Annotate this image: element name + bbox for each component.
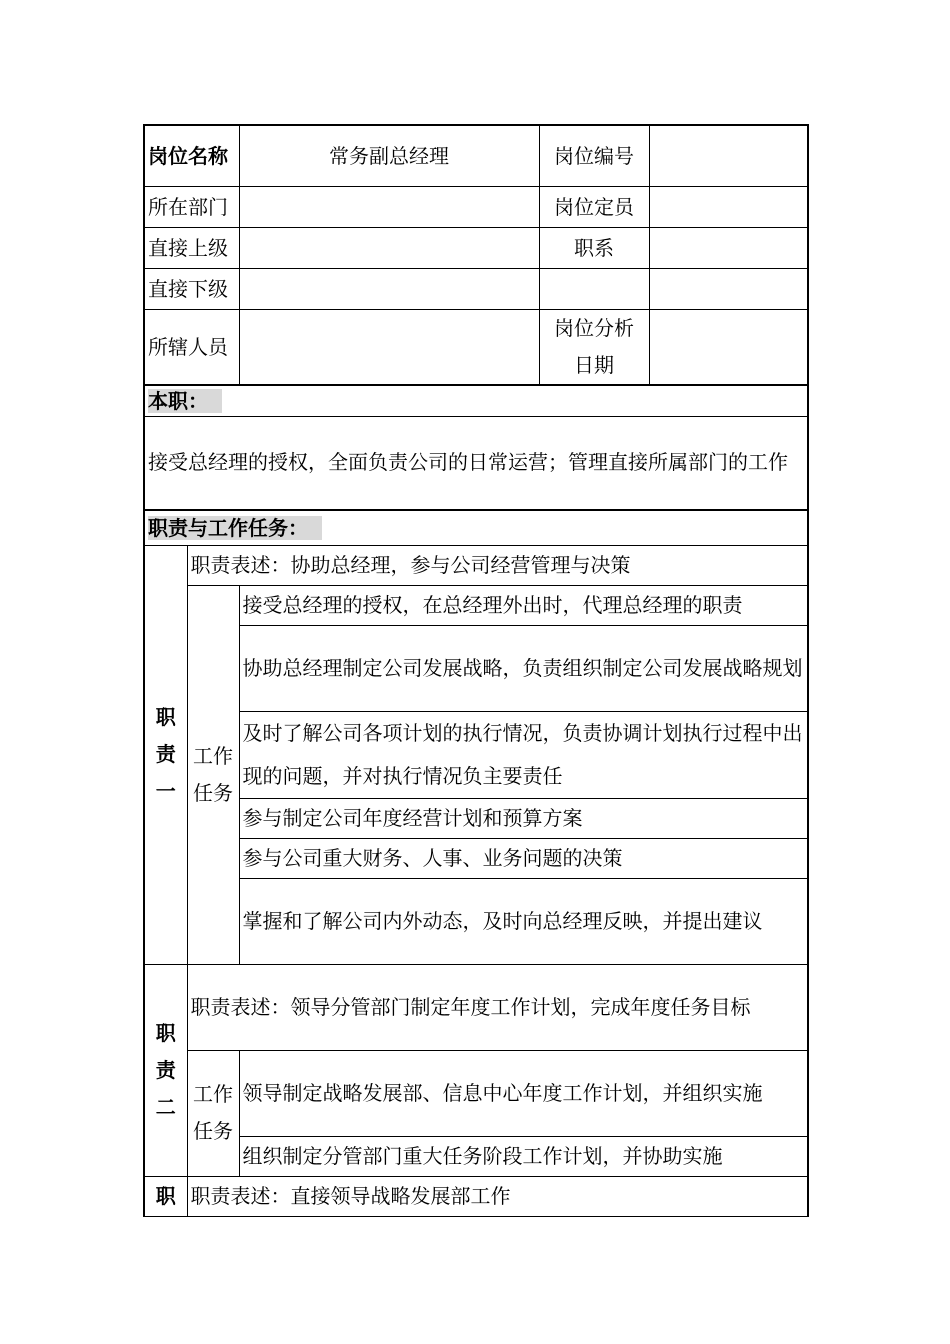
duty3-description: 职责表述：直接领导战略发展部工作 [187,1176,808,1216]
job-family-value [649,227,808,268]
position-code-value [649,125,808,186]
duty1-label: 职 责 一 [144,545,187,964]
job-description-table [143,124,809,1217]
position-name-label: 岗位名称 [144,125,239,186]
analysis-date-label [539,309,649,385]
analysis-date-value [649,309,808,385]
direct-superior-value [239,227,539,268]
position-code-label: 岗位编号 [539,125,649,186]
direct-subordinate-label: 直接下级 [144,268,239,309]
duty2-task-label: 工作 任务 [187,1050,239,1176]
duty1-task: 参与公司重大财务、人事、业务问题的决策 [239,838,808,878]
headcount-value [649,186,808,227]
duty1-task: 接受总经理的授权，在总经理外出时，代理总经理的职责 [239,585,808,625]
duty1-task: 掌握和了解公司内外动态，及时向总经理反映，并提出建议 [239,878,808,964]
direct-superior-label: 直接上级 [144,227,239,268]
duty2-label: 职 责 二 [144,964,187,1176]
duty1-task: 参与制定公司年度经营计划和预算方案 [239,798,808,838]
analysis-date-label-line1: 岗位分析 [554,315,634,340]
empty-cell [539,268,649,309]
analysis-date-label-line2: 日期 [574,352,614,377]
main-duty-title: 本职： [144,385,808,417]
managed-staff-label: 所辖人员 [144,309,239,385]
managed-staff-value [239,309,539,385]
duty2-task: 组织制定分管部门重大任务阶段工作计划，并协助实施 [239,1136,808,1176]
duty1-task: 协助总经理制定公司发展战略，负责组织制定公司发展战略规划 [239,625,808,711]
position-name-value: 常务副总经理 [239,125,539,186]
department-label: 所在部门 [144,186,239,227]
job-description-document [143,124,807,1217]
duty2-description: 职责表述：领导分管部门制定年度工作计划，完成年度任务目标 [187,964,808,1050]
responsibilities-title: 职责与工作任务： [144,510,808,545]
duty1-description: 职责表述：协助总经理，参与公司经营管理与决策 [187,545,808,585]
duty3-label: 职 [144,1176,187,1216]
empty-cell [649,268,808,309]
department-value [239,186,539,227]
duty1-task: 及时了解公司各项计划的执行情况，负责协调计划执行过程中出现的问题，并对执行情况负主要责任 [239,711,808,798]
main-duty-text: 接受总经理的授权，全面负责公司的日常运营；管理直接所属部门的工作 [144,416,808,510]
headcount-label: 岗位定员 [539,186,649,227]
duty1-task-label: 工作 任务 [187,585,239,964]
job-family-label: 职系 [539,227,649,268]
direct-subordinate-value [239,268,539,309]
duty2-task: 领导制定战略发展部、信息中心年度工作计划，并组织实施 [239,1050,808,1136]
